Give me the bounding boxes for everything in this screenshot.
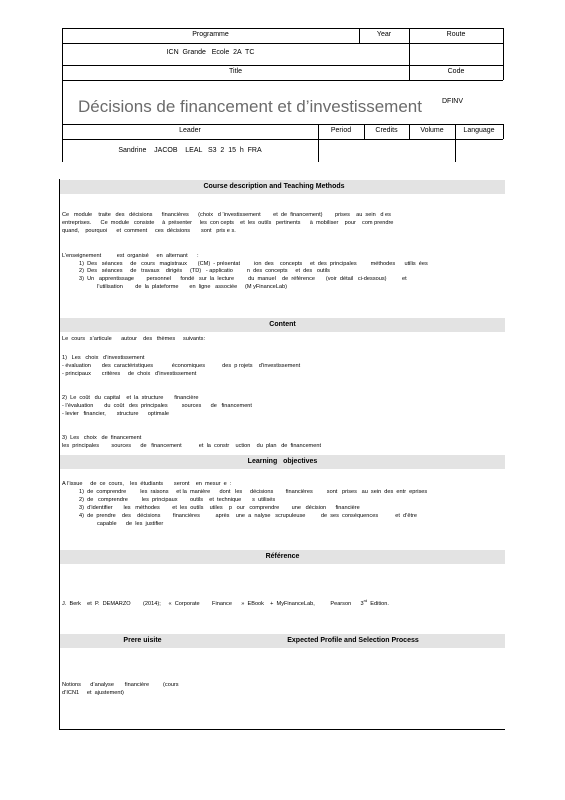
objective-item: 4) de prendre des décisions financières après une a nalyse scrupuleuse de ses conséquences et d’être <box>79 513 417 519</box>
credits-label: Credits <box>375 127 398 134</box>
content-line: 2) Le coût du capital et la structure financière <box>62 395 199 401</box>
teaching-item: 3) Un apprentissage personnel fondé sur la lecture du manuel de référence (voir détail ci-dessous) et <box>79 276 407 282</box>
content-line: - l’évaluation du coût des principales sources de financement <box>62 403 252 409</box>
objective-item: 2) de comprendre les principaux outils et technique s utilisés <box>79 497 276 503</box>
reference-sup: rd <box>363 598 368 603</box>
content-line: 1) Les choix d’investissement <box>62 355 145 361</box>
content-line: les principales sources de financement et la constr uction du plan de financement <box>62 443 321 449</box>
description-para-line: Ce module traite des décisions financières (choix d ’investissement et de financement) prises au sein d es <box>62 212 391 218</box>
content-intro: Le cours s’articule autour des thèmes suivants: <box>62 336 206 342</box>
teaching-item: l’utilisation de la plateforme en ligne associée (M yFinanceLab) <box>97 284 287 290</box>
language-label: Language <box>463 127 495 134</box>
reference-tail: Edition. <box>367 600 389 607</box>
period-label: Period <box>330 127 352 134</box>
course-title: Décisions de financement et d’investissement <box>78 97 422 116</box>
route-label: Route <box>446 31 466 38</box>
description-para-line: quand, pourquoi et comment ces décisions sont pris e s. <box>62 228 236 234</box>
expected-profile-heading: Expected Profile and Selection Process <box>287 637 419 644</box>
teaching-item: 1) Des séances de cours magistraux (CM) - présentat ion des concepts et des principales méthodes utilis ées <box>79 261 428 267</box>
reference-text <box>62 597 389 608</box>
content-line: - principaux critères de choix d’investissement <box>62 371 197 377</box>
objective-item: capable de les justifier <box>97 521 164 527</box>
reference-main: J. Berk et P. DEMARZO (2014); « Corporate Finance » EBook + MyFinanceLab, Pearson 3 <box>62 600 364 607</box>
leader-label: Leader <box>179 127 201 134</box>
programme-label: Programme <box>192 31 229 38</box>
content-heading: Content <box>269 321 296 328</box>
prerequisite-heading: Prere uisite <box>123 637 162 644</box>
course-code: DFINV <box>442 98 463 105</box>
volume-label: Volume <box>420 127 444 134</box>
objective-item: 3) d’identifier les méthodes et les outils utiles p our comprendre une décision financière <box>79 505 360 511</box>
description-para-line: entreprises. Ce module consiste à présenter les con cepts et les outils pertinents à mobiliser pour com prendre <box>62 220 394 226</box>
programme-value: ICN Grande Ecole 2A TC <box>166 49 255 56</box>
content-line: - levier financier, structure optimale <box>62 411 169 417</box>
content-line: 3) Les choix de financement <box>62 435 142 441</box>
reference-heading: Référence <box>265 553 300 560</box>
title-label: Title <box>229 68 242 75</box>
code-label: Code <box>447 68 465 75</box>
teaching-item: 2) Des séances de travaux dirigés (TD) - applicatio n des concepts et des outils <box>79 268 330 274</box>
description-heading: Course description and Teaching Methods <box>203 183 345 190</box>
prerequisite-line: d’ICN1 et ajustement) <box>62 690 124 696</box>
objectives-intro: A l’issue de ce cours, les étudiants seront en mesur e : <box>62 481 232 487</box>
content-line: - évaluation des caractéristiques économiques des p rojets d’investissement <box>62 363 301 369</box>
teaching-intro: L’enseignement est organisé en alternant : <box>62 253 199 259</box>
prerequisite-line: Notions d’analyse financière (cours <box>62 682 179 688</box>
leader-value: Sandrine JACOB LEAL S3 2 15 h FRA <box>118 147 262 154</box>
objective-item: 1) de comprendre les raisons et la manière dont les décisions financières sont prises au sein des entr eprises <box>79 489 428 495</box>
year-label: Year <box>376 31 392 38</box>
objectives-heading: Learning objectives <box>247 458 318 465</box>
